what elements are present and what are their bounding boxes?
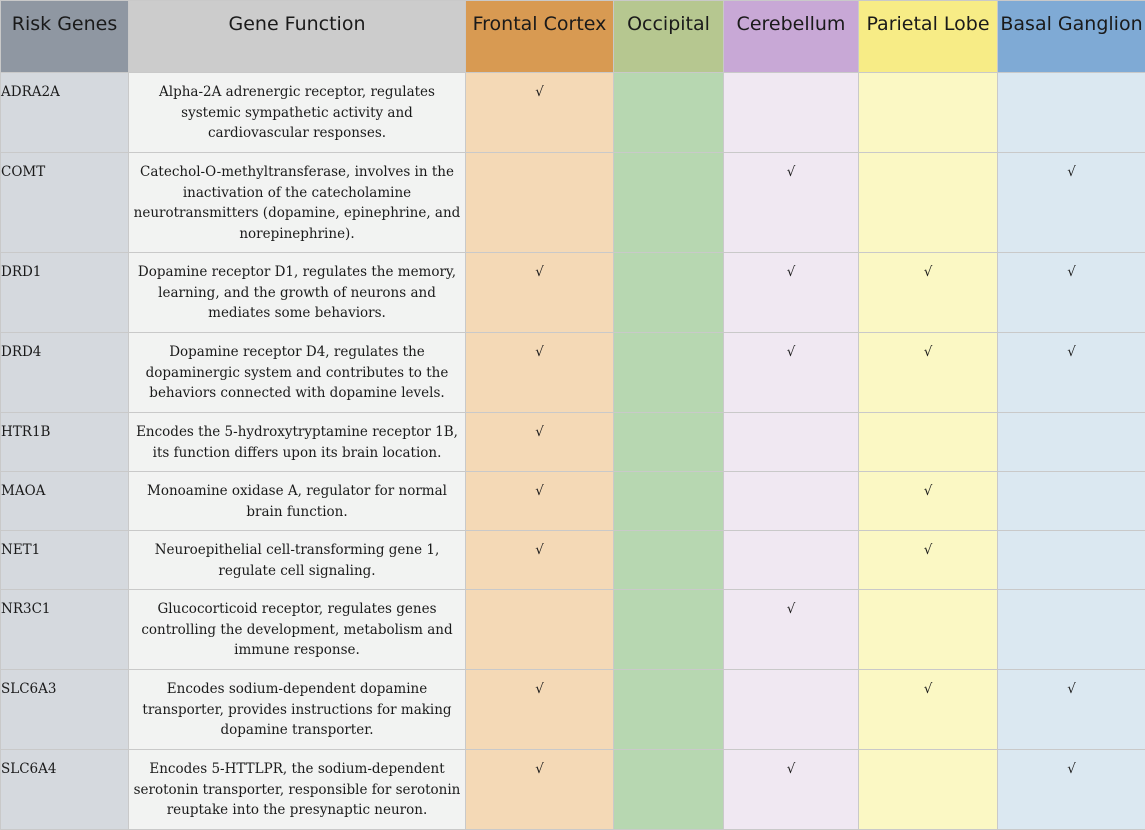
cerebellum-cell <box>724 413 859 472</box>
frontal-cortex-cell: √ <box>466 750 614 830</box>
header-occipital: Occipital <box>614 1 724 73</box>
basal-ganglion-cell <box>998 413 1145 472</box>
parietal-lobe-cell <box>859 413 998 472</box>
frontal-cortex-cell: √ <box>466 531 614 590</box>
cerebellum-cell <box>724 472 859 531</box>
basal-ganglion-cell: √ <box>998 333 1145 413</box>
frontal-cortex-cell: √ <box>466 670 614 750</box>
parietal-lobe-cell <box>859 590 998 670</box>
header-row <box>1 1 1145 73</box>
table-row <box>1 333 1145 413</box>
table-row <box>1 670 1145 750</box>
table-body <box>1 73 1145 830</box>
occipital-cell <box>614 531 724 590</box>
gene-name-cell: NET1 <box>1 531 129 590</box>
gene-function-cell: Encodes sodium-dependent dopamine transporter, provides instructions for making dopamine transporter. <box>129 670 466 750</box>
gene-name-cell: MAOA <box>1 472 129 531</box>
gene-function-cell: Dopamine receptor D4, regulates the dopaminergic system and contributes to the behaviors connected with dopamine levels. <box>129 333 466 413</box>
basal-ganglion-cell <box>998 472 1145 531</box>
occipital-cell <box>614 333 724 413</box>
basal-ganglion-cell: √ <box>998 253 1145 333</box>
basal-ganglion-cell: √ <box>998 153 1145 253</box>
frontal-cortex-cell: √ <box>466 73 614 153</box>
table-row <box>1 590 1145 670</box>
gene-function-cell: Glucocorticoid receptor, regulates genes controlling the development, metabolism and immune response. <box>129 590 466 670</box>
parietal-lobe-cell: √ <box>859 333 998 413</box>
gene-function-cell: Neuroepithelial cell-transforming gene 1, regulate cell signaling. <box>129 531 466 590</box>
gene-function-cell: Encodes 5-HTTLPR, the sodium-dependent serotonin transporter, responsible for serotonin reuptake into the presynaptic neuron. <box>129 750 466 830</box>
cerebellum-cell: √ <box>724 153 859 253</box>
basal-ganglion-cell: √ <box>998 670 1145 750</box>
gene-name-cell: ADRA2A <box>1 73 129 153</box>
table-row <box>1 413 1145 472</box>
cerebellum-cell: √ <box>724 333 859 413</box>
table-row <box>1 750 1145 830</box>
gene-name-cell: NR3C1 <box>1 590 129 670</box>
gene-name-cell: DRD4 <box>1 333 129 413</box>
cerebellum-cell: √ <box>724 750 859 830</box>
gene-function-cell: Encodes the 5-hydroxytryptamine receptor 1B, its function differs upon its brain location. <box>129 413 466 472</box>
cerebellum-cell: √ <box>724 590 859 670</box>
occipital-cell <box>614 472 724 531</box>
header-gene-function: Gene Function <box>129 1 466 73</box>
occipital-cell <box>614 590 724 670</box>
gene-name-cell: DRD1 <box>1 253 129 333</box>
gene-function-cell: Dopamine receptor D1, regulates the memory, learning, and the growth of neurons and mediates some behaviors. <box>129 253 466 333</box>
basal-ganglion-cell <box>998 531 1145 590</box>
parietal-lobe-cell <box>859 73 998 153</box>
gene-function-cell: Monoamine oxidase A, regulator for normal brain function. <box>129 472 466 531</box>
table-row <box>1 153 1145 253</box>
gene-name-cell: HTR1B <box>1 413 129 472</box>
frontal-cortex-cell: √ <box>466 472 614 531</box>
basal-ganglion-cell <box>998 590 1145 670</box>
cerebellum-cell: √ <box>724 253 859 333</box>
occipital-cell <box>614 750 724 830</box>
parietal-lobe-cell: √ <box>859 670 998 750</box>
gene-name-cell: COMT <box>1 153 129 253</box>
gene-function-cell: Alpha-2A adrenergic receptor, regulates systemic sympathetic activity and cardiovascular responses. <box>129 73 466 153</box>
table-row <box>1 253 1145 333</box>
cerebellum-cell <box>724 73 859 153</box>
basal-ganglion-cell: √ <box>998 750 1145 830</box>
cerebellum-cell <box>724 531 859 590</box>
header-cerebellum: Cerebellum <box>724 1 859 73</box>
basal-ganglion-cell <box>998 73 1145 153</box>
parietal-lobe-cell <box>859 153 998 253</box>
header-basal-ganglion: Basal Ganglion <box>998 1 1145 73</box>
table-row <box>1 472 1145 531</box>
frontal-cortex-cell: √ <box>466 413 614 472</box>
table-row <box>1 73 1145 153</box>
occipital-cell <box>614 670 724 750</box>
parietal-lobe-cell: √ <box>859 531 998 590</box>
header-parietal-lobe: Parietal Lobe <box>859 1 998 73</box>
parietal-lobe-cell: √ <box>859 253 998 333</box>
gene-name-cell: SLC6A3 <box>1 670 129 750</box>
header-risk-genes: Risk Genes <box>1 1 129 73</box>
occipital-cell <box>614 153 724 253</box>
parietal-lobe-cell <box>859 750 998 830</box>
table-row <box>1 531 1145 590</box>
frontal-cortex-cell: √ <box>466 333 614 413</box>
frontal-cortex-cell <box>466 153 614 253</box>
occipital-cell <box>614 253 724 333</box>
gene-name-cell: SLC6A4 <box>1 750 129 830</box>
gene-function-cell: Catechol-O-methyltransferase, involves in the inactivation of the catecholamine neurotransmitters (dopamine, epinephrine, and norepinephrine). <box>129 153 466 253</box>
occipital-cell <box>614 73 724 153</box>
header-frontal-cortex: Frontal Cortex <box>466 1 614 73</box>
parietal-lobe-cell: √ <box>859 472 998 531</box>
cerebellum-cell <box>724 670 859 750</box>
occipital-cell <box>614 413 724 472</box>
frontal-cortex-cell: √ <box>466 253 614 333</box>
frontal-cortex-cell <box>466 590 614 670</box>
